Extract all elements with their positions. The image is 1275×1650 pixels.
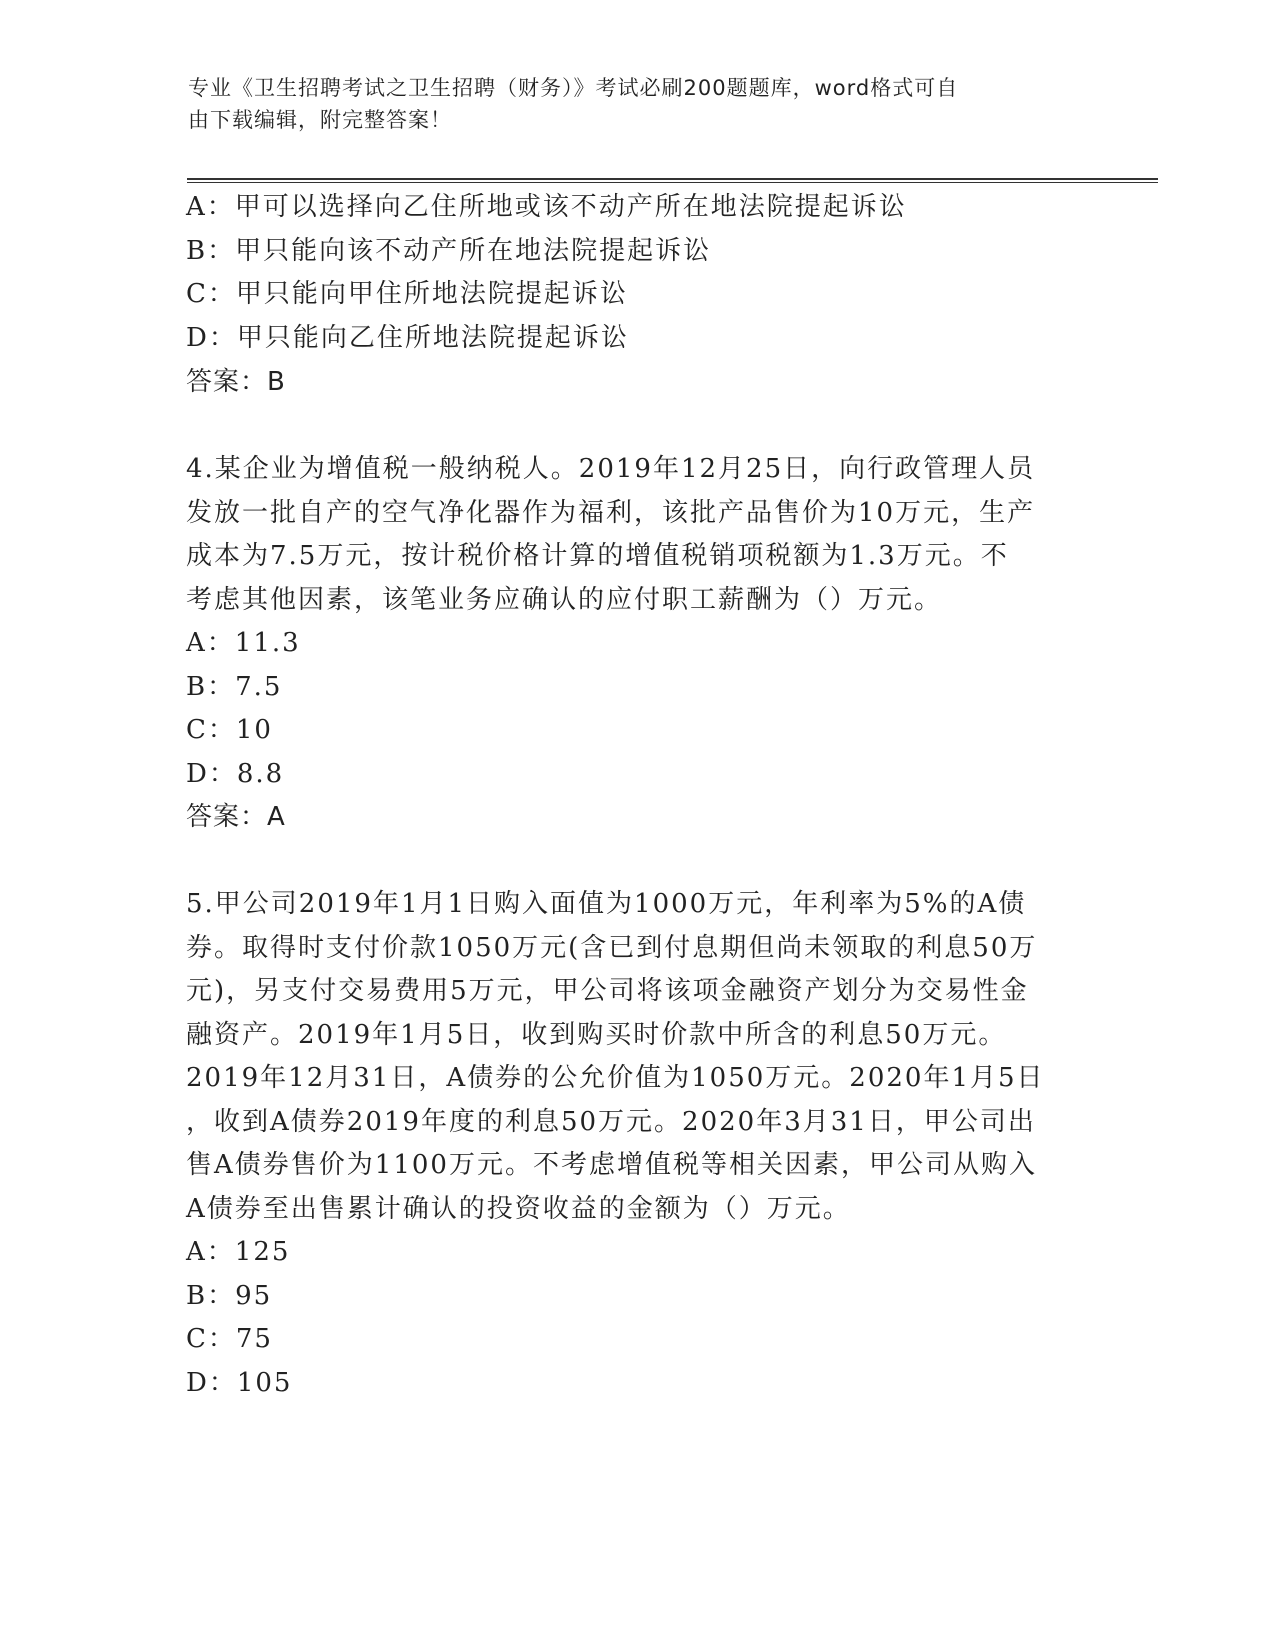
q4-option-d: D：8.8 (186, 759, 285, 789)
q5-text-line-4: 融资产。2019年1月5日，收到购买时价款中所含的利息50万元。 (186, 1020, 1007, 1050)
header-divider-thick (187, 178, 1158, 180)
q3-option-b: B：甲只能向该不动产所在地法院提起诉讼 (186, 236, 712, 266)
q3-option-d: D：甲只能向乙住所地法院提起诉讼 (186, 323, 629, 353)
q4-option-a: A：11.3 (186, 628, 301, 658)
document-header (188, 72, 1068, 136)
q5-option-b: B：95 (186, 1281, 273, 1311)
q4-option-c: C：10 (186, 715, 273, 745)
q5-option-c: C：75 (186, 1324, 273, 1354)
header-line-1: 专业《卫生招聘考试之卫生招聘（财务）》考试必刷200题题库，word格式可自 (188, 76, 959, 100)
q5-text-line-5: 2019年12月31日，A债券的公允价值为1050万元。2020年1月5日 (186, 1063, 1045, 1093)
q3-option-c: C：甲只能向甲住所地法院提起诉讼 (186, 279, 628, 309)
q3-option-a: A：甲可以选择向乙住所地或该不动产所在地法院提起诉讼 (186, 192, 907, 222)
q4-text-line-2: 发放一批自产的空气净化器作为福利，该批产品售价为10万元，生产 (186, 498, 1036, 528)
q4-answer: 答案：A (186, 802, 286, 832)
q5-text-line-3: 元)，另支付交易费用5万元，甲公司将该项金融资产划分为交易性金 (186, 976, 1029, 1006)
header-divider-thin (187, 182, 1158, 183)
q4-text-line-4: 考虑其他因素，该笔业务应确认的应付职工薪酬为（）万元。 (186, 585, 943, 615)
q5-text-line-2: 券。取得时支付价款1050万元(含已到付息期但尚未领取的利息50万 (186, 933, 1038, 963)
q4-option-b: B：7.5 (186, 672, 283, 702)
q3-answer: 答案：B (186, 367, 286, 397)
q5-option-a: A：125 (186, 1237, 291, 1267)
q5-text-line-8: A债券至出售累计确认的投资收益的金额为（）万元。 (186, 1194, 851, 1224)
header-line-2: 由下载编辑，附完整答案！ (188, 108, 452, 132)
q5-option-d: D：105 (186, 1368, 293, 1398)
q4-text-line-1: 4.某企业为增值税一般纳税人。2019年12月25日，向行政管理人员 (186, 454, 1036, 484)
q5-text-line-7: 售A债券售价为1100万元。不考虑增值税等相关因素，甲公司从购入 (186, 1150, 1037, 1180)
q5-text-line-6: ，收到A债券2019年度的利息50万元。2020年3月31日，甲公司出 (186, 1107, 1036, 1137)
q4-text-line-3: 成本为7.5万元，按计税价格计算的增值税销项税额为1.3万元。不 (186, 541, 1009, 571)
q5-text-line-1: 5.甲公司2019年1月1日购入面值为1000万元，年利率为5%的A债 (186, 889, 1027, 919)
